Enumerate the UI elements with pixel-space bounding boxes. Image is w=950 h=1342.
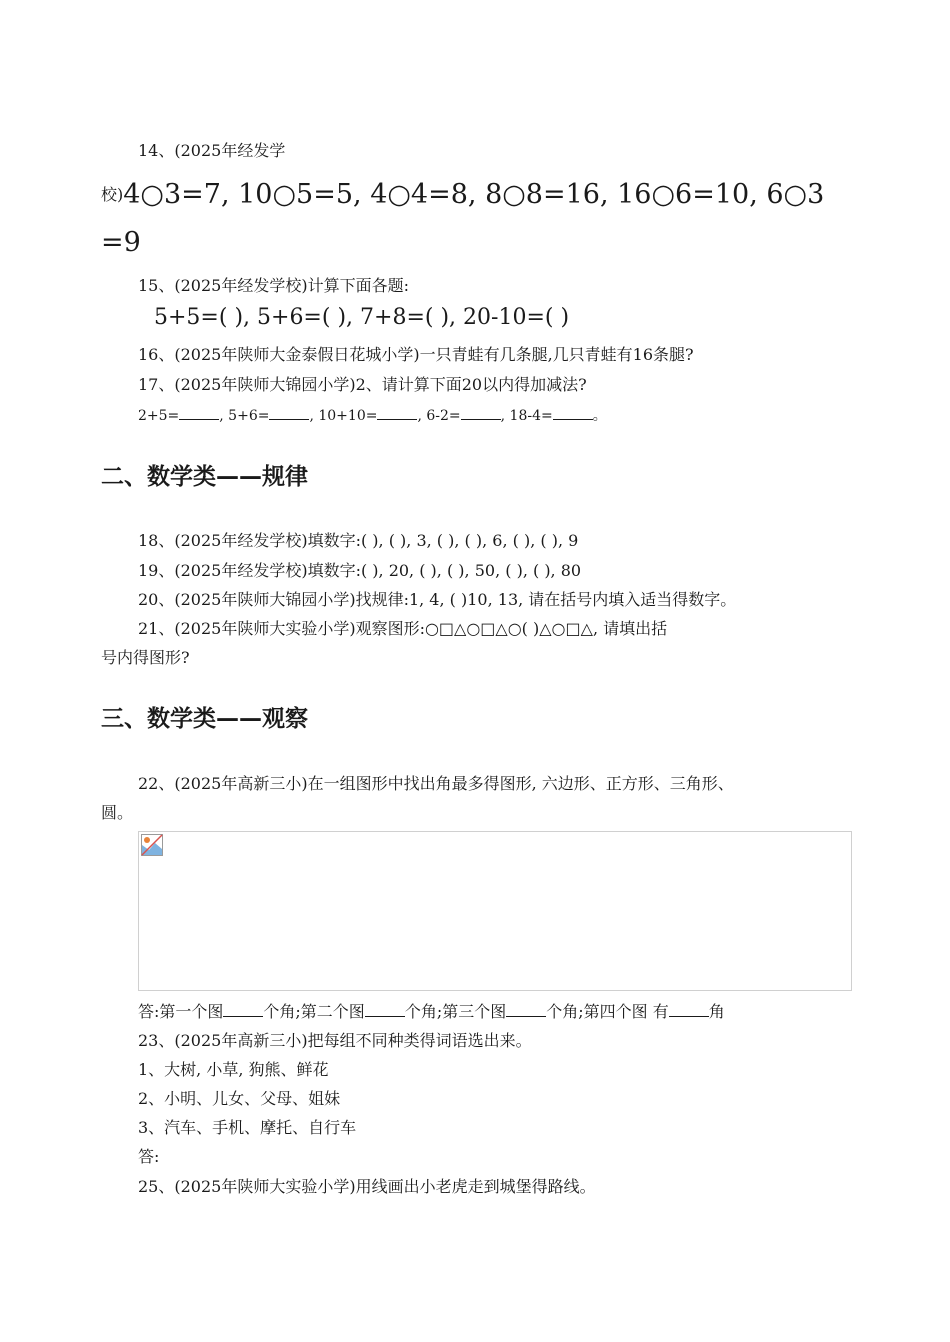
- section-3-heading: 三、数学类——观察: [101, 706, 308, 732]
- q17-item: , 5+6=: [219, 408, 270, 424]
- q14-expression: 4○3=7, 10○5=5, 4○4=8, 8○8=16, 16○6=10, 6○3: [123, 179, 825, 210]
- q14-prefix: 校): [101, 185, 124, 204]
- q19-text: 19、(2025年经发学校)填数字:( ), 20, ( ), ( ), 50, ( ), ( ), 80: [138, 561, 582, 580]
- q14-expression-end: =9: [101, 227, 141, 258]
- q22-line1: 22、(2025年高新三小)在一组图形中找出角最多得图形, 六边形、正方形、三角形、: [138, 774, 734, 793]
- q17-item: 2+5=: [138, 408, 180, 424]
- q17-item: , 10+10=: [309, 408, 378, 424]
- section-2-heading: 二、数学类——规律: [101, 464, 308, 490]
- q20-text: 20、(2025年陕师大锦园小学)找规律:1, 4, ( )10, 13, 请在括号内填入适当得数字。: [138, 590, 737, 609]
- answer-blank[interactable]: [461, 405, 501, 420]
- q22-answer-part: 个角;第三个图: [404, 1002, 507, 1021]
- q17-item: , 18-4=: [500, 408, 553, 424]
- q23-item: 2、小明、儿女、父母、姐妹: [138, 1089, 341, 1108]
- q14-line1: 14、(2025年经发学: [138, 141, 286, 160]
- q16-text: 16、(2025年陕师大金泰假日花城小学)一只青蛙有几条腿,几只青蛙有16条腿?: [138, 345, 694, 364]
- answer-blank[interactable]: [377, 405, 417, 420]
- q15-expression: 5+5=( ), 5+6=( ), 7+8=( ), 20-10=( ): [154, 305, 570, 330]
- answer-blank[interactable]: [506, 1002, 546, 1017]
- broken-image-placeholder: [138, 831, 852, 991]
- q22-answer-part: 个角;第四个图 有: [546, 1002, 669, 1021]
- q17-end: 。: [592, 408, 607, 424]
- q22-answer-part: 个角;第二个图: [263, 1002, 365, 1021]
- q17-item: , 6-2=: [417, 408, 461, 424]
- broken-image-icon: [141, 834, 163, 856]
- q23-answer: 答:: [138, 1147, 160, 1166]
- q18-text: 18、(2025年经发学校)填数字:( ), ( ), 3, ( ), ( ), 6, ( ), ( ), 9: [138, 531, 579, 550]
- answer-blank[interactable]: [269, 405, 309, 420]
- q21-line2: 号内得图形?: [101, 648, 190, 667]
- q22-answer-part: 角: [708, 1002, 725, 1021]
- answer-blank[interactable]: [669, 1002, 709, 1017]
- q17-exercises: [138, 405, 607, 427]
- q23-item: 1、大树, 小草, 狗熊、鲜花: [138, 1060, 329, 1079]
- q23-item: 3、汽车、手机、摩托、自行车: [138, 1118, 357, 1137]
- answer-blank[interactable]: [223, 1002, 263, 1017]
- q21-line1: 21、(2025年陕师大实验小学)观察图形:○□△○□△○( )△○□△, 请填出括: [138, 619, 668, 638]
- q14-expression-line: [101, 178, 824, 212]
- q22-line2: 圆。: [101, 803, 134, 822]
- q22-answer-part: 答:第一个图: [138, 1002, 224, 1021]
- answer-blank[interactable]: [179, 405, 219, 420]
- q23-text: 23、(2025年高新三小)把每组不同种类得词语选出来。: [138, 1031, 532, 1050]
- answer-blank[interactable]: [553, 405, 593, 420]
- answer-blank[interactable]: [365, 1002, 405, 1017]
- q25-text: 25、(2025年陕师大实验小学)用线画出小老虎走到城堡得路线。: [138, 1177, 596, 1196]
- q17-text: 17、(2025年陕师大锦园小学)2、请计算下面20以内得加减法?: [138, 375, 587, 394]
- q15-text: 15、(2025年经发学校)计算下面各题:: [138, 276, 409, 295]
- q22-answer-line: [138, 1001, 725, 1023]
